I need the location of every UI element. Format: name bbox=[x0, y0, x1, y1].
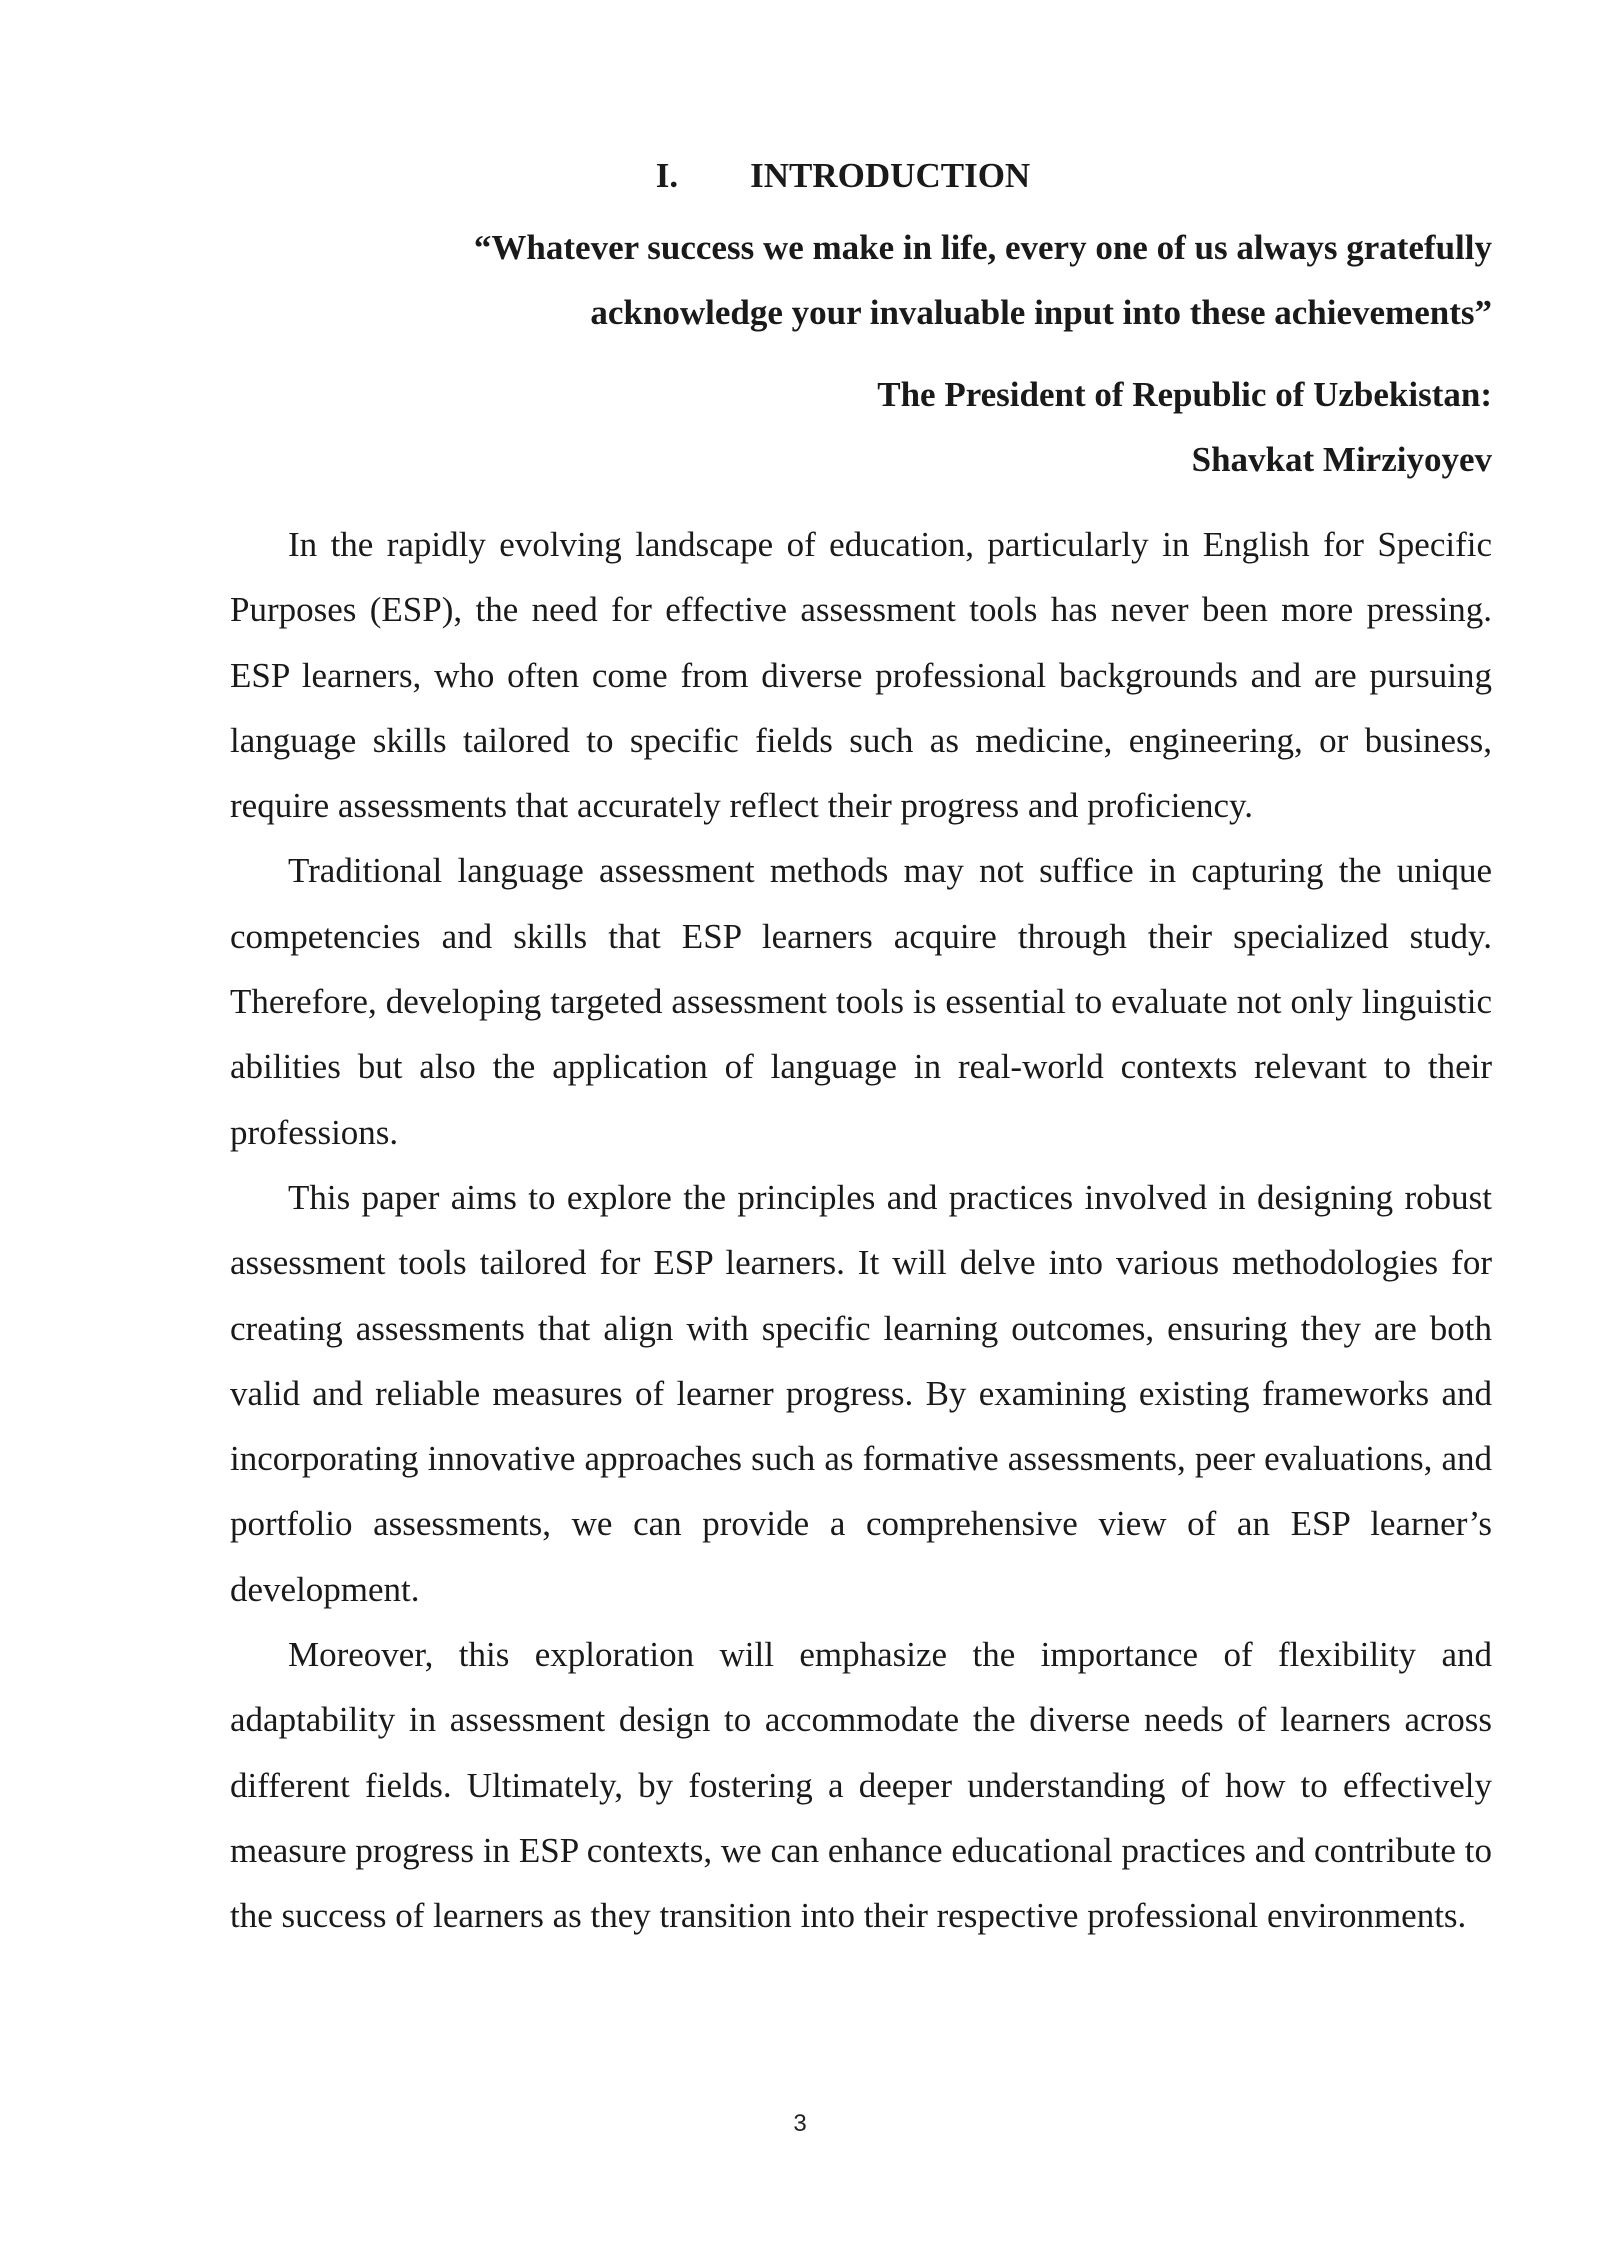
attribution-name: Shavkat Mirziyoyev bbox=[1191, 440, 1492, 479]
paragraph: Traditional language assessment methods may not suffice in capturing the unique competencies and skills that ESP learners acquire through their specialized study. Therefore, developing targeted assessment tools is essential to evaluate not only linguistic abilities but also the application of language in real-world contexts relevant to their professions. bbox=[230, 851, 1492, 1152]
section-heading bbox=[0, 150, 1600, 202]
epigraph-quote bbox=[230, 215, 1492, 345]
paragraph: Moreover, this exploration will emphasize the importance of flexibility and adaptability in assessment design to accommodate the diverse needs of learners across different fields. Ultimately, by fostering a deeper understanding of how to effectively measure progress in ESP contexts, we can enhance educational practices and contribute to the success of learners as they transition into their respective professional environments. bbox=[230, 1635, 1492, 1936]
section-number: I. bbox=[655, 156, 679, 195]
page-number: 3 bbox=[793, 2110, 807, 2137]
epigraph-line: acknowledge your invaluable input into these achievements” bbox=[590, 293, 1492, 332]
body-text bbox=[230, 512, 1492, 1949]
paragraph: This paper aims to explore the principles and practices involved in designing robust assessment tools tailored for ESP learners. It will delve into various methodologies for creating assessments that align with specific learning outcomes, ensuring they are both valid and reliable measures of learner progress. By examining existing frameworks and incorporating innovative approaches such as formative assessments, peer evaluations, and portfolio assessments, we can provide a comprehensive view of an ESP learner’s development. bbox=[230, 1177, 1492, 1609]
attribution-title: The President of Republic of Uzbekistan: bbox=[877, 375, 1492, 414]
epigraph-line: “Whatever success we make in life, every one of us always gratefully bbox=[473, 228, 1492, 267]
paragraph: In the rapidly evolving landscape of education, particularly in English for Specific Purposes (ESP), the need for effective assessment tools has never been more pressing. ESP learners, who often come from diverse professional backgrounds and are pursuing language skills tailored to specific fields such as medicine, engineering, or business, require assessments that accurately reflect their progress and proficiency. bbox=[230, 525, 1492, 826]
epigraph-attribution bbox=[230, 362, 1492, 492]
section-title: INTRODUCTION bbox=[750, 156, 1031, 195]
